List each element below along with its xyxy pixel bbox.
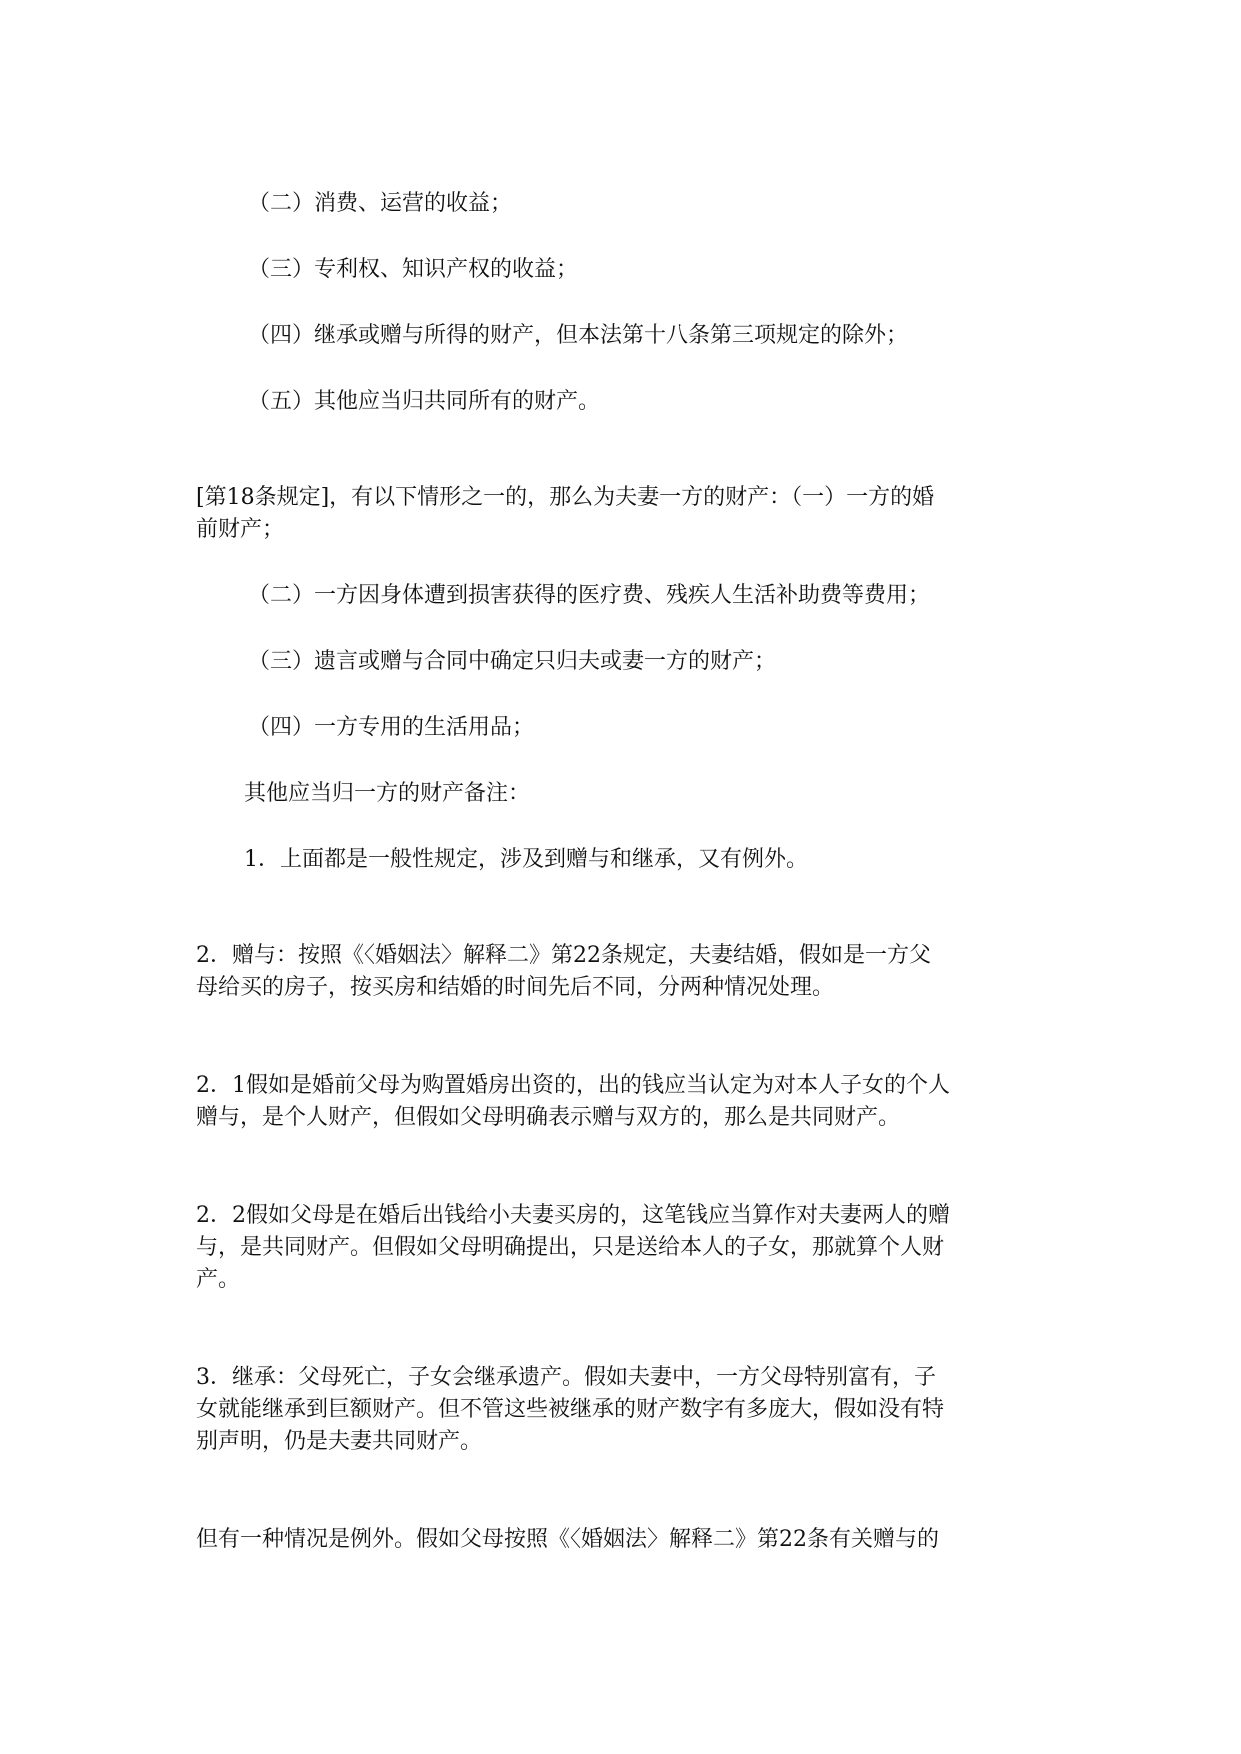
paragraph-item-five: （五）其他应当归共同所有的财产。 [248,389,601,414]
paragraph-note-two-one-line-1: 2．1假如是婚前父母为购置婚房出资的，出的钱应当认定为对本人子女的个人 [196,1073,950,1098]
paragraph-note-two-line-2: 母给买的房子，按买房和结婚的时间先后不同，分两种情况处理。 [196,975,835,1000]
paragraph-note-one: 1．上面都是一般性规定，涉及到赠与和继承，又有例外。 [244,847,808,872]
paragraph-item-four: （四）继承或赠与所得的财产，但本法第十八条第三项规定的除外； [248,323,909,348]
paragraph-item-two: （二）消费、运营的收益； [248,191,513,216]
paragraph-note-three-line-3: 别声明，仍是夫妻共同财产。 [196,1429,483,1454]
paragraph-article-18-item-two: （二）一方因身体遭到损害获得的医疗费、残疾人生活补助费等费用； [248,583,931,608]
paragraph-note-two-two-line-3: 产。 [196,1267,241,1292]
paragraph-note-two-one-line-2: 赠与，是个人财产，但假如父母明确表示赠与双方的，那么是共同财产。 [196,1105,901,1130]
paragraph-notes-heading: 其他应当归一方的财产备注： [244,781,531,806]
paragraph-item-three: （三）专利权、知识产权的收益； [248,257,579,282]
paragraph-article-18-item-four: （四）一方专用的生活用品； [248,715,535,740]
paragraph-note-three-line-2: 女就能继承到巨额财产。但不管这些被继承的财产数字有多庞大，假如没有特 [196,1397,945,1422]
paragraph-article-18-item-three: （三）遗言或赠与合同中确定只归夫或妻一方的财产； [248,649,777,674]
paragraph-note-two-line-1: 2．赠与：按照《〈婚姻法〉解释二》第22条规定，夫妻结婚，假如是一方父 [196,943,931,968]
paragraph-exception-line-1: 但有一种情况是例外。假如父母按照《〈婚姻法〉解释二》第22条有关赠与的 [196,1527,939,1552]
paragraph-article-18-line-1: [第18条规定]，有以下情形之一的，那么为夫妻一方的财产：（一）一方的婚 [196,485,935,510]
paragraph-note-two-two-line-1: 2．2假如父母是在婚后出钱给小夫妻买房的，这笔钱应当算作对夫妻两人的赠 [196,1203,950,1228]
paragraph-note-two-two-line-2: 与，是共同财产。但假如父母明确提出，只是送给本人的子女，那就算个人财 [196,1235,945,1260]
paragraph-note-three-line-1: 3．继承：父母死亡，子女会继承遗产。假如夫妻中，一方父母特别富有，子 [196,1365,936,1390]
paragraph-article-18-line-2: 前财产； [196,517,285,542]
